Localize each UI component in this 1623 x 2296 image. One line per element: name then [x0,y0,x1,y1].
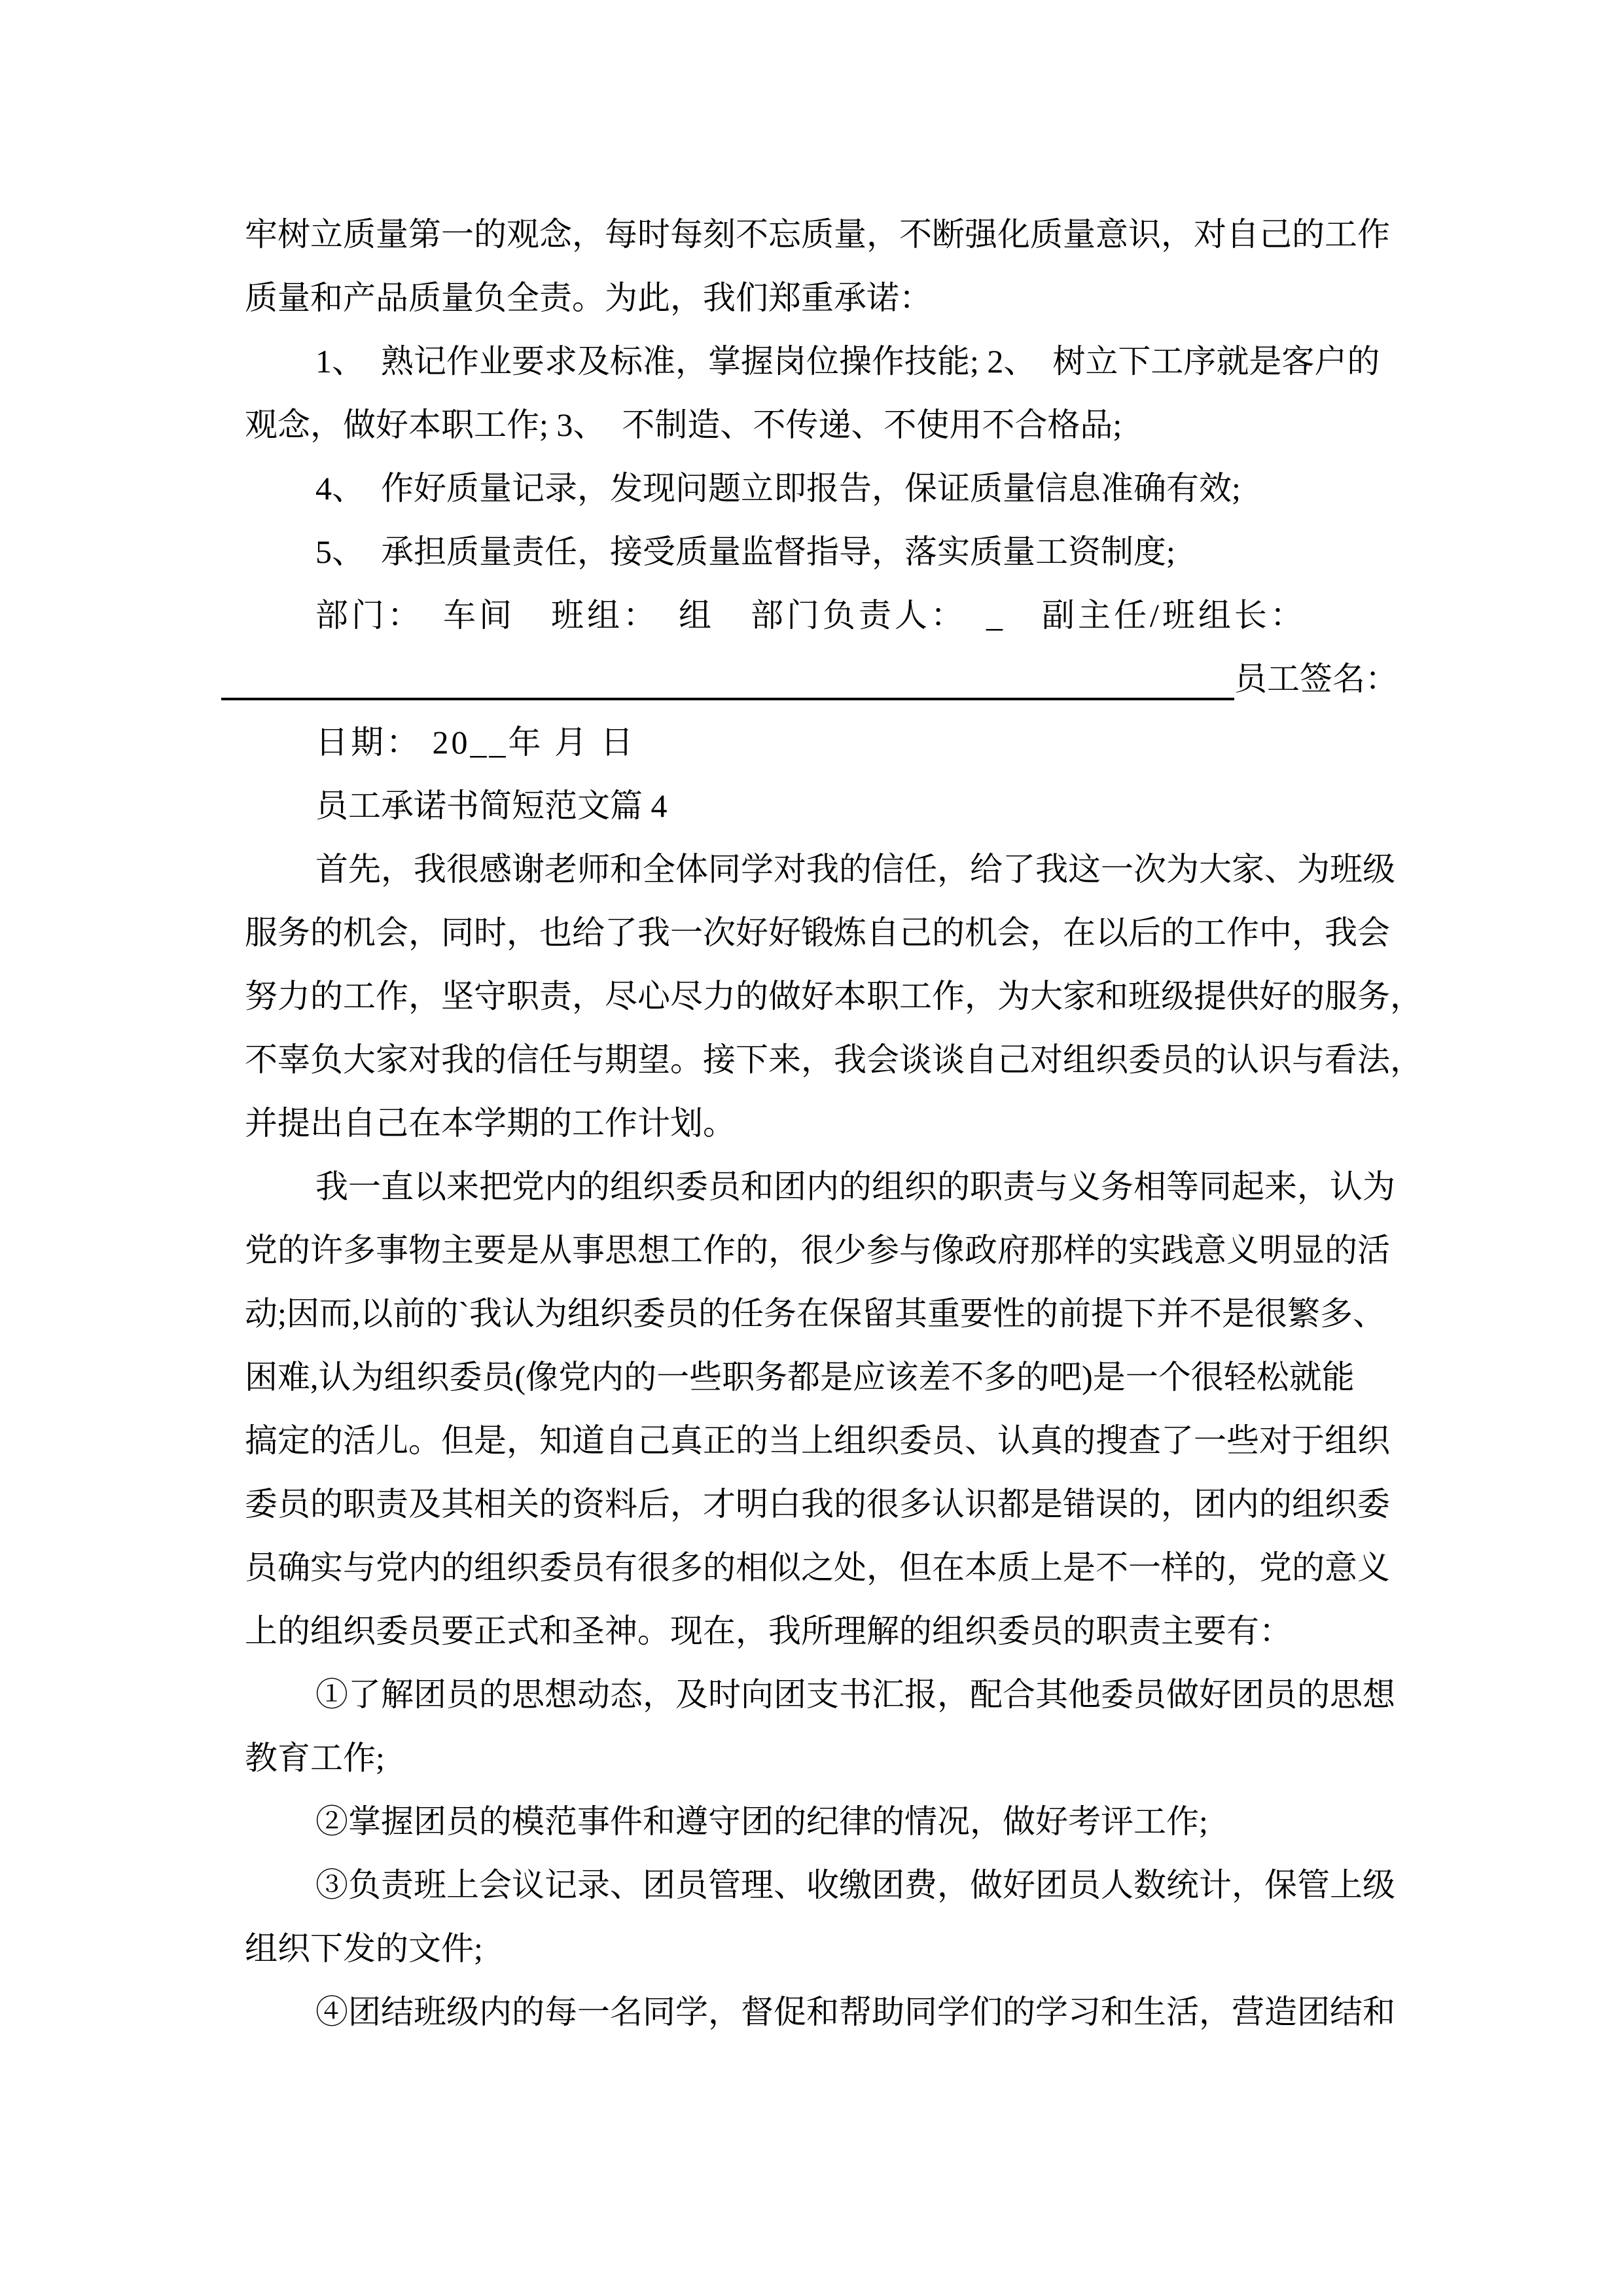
text-line: 党的许多事物主要是从事思想工作的，很少参与像政府那样的实践意义明显的活 [245,1232,1390,1268]
text-line: 我一直以来把党内的组织委员和团内的组织的职责与义务相等同起来，认为 [315,1168,1395,1205]
document-body [245,203,1423,2044]
text-line: 委员的职责及其相关的资料后，才明白我的很多认识都是错误的，团内的组织委 [245,1486,1390,1522]
signature-underline [221,698,1234,700]
text-line: 努力的工作，坚守职责，尽心尽力的做好本职工作，为大家和班级提供好的服务， [245,978,1423,1014]
text-line: 并提出自己在本学期的工作计划。 [245,1105,736,1141]
text-line: 服务的机会，同时，也给了我一次好好锻炼自己的机会，在以后的工作中，我会 [245,914,1390,951]
text-line: 上的组织委员要正式和圣神。现在，我所理解的组织委员的职责主要有： [245,1613,1292,1649]
text-line: 5、 承担质量责任，接受质量监督指导，落实质量工资制度; [315,533,1175,570]
text-line: ③负责班上会议记录、团员管理、收缴团费，做好团员人数统计，保管上级 [315,1867,1395,1903]
text-line: 4、 作好质量记录，发现问题立即报告，保证质量信息准确有效; [315,470,1241,507]
text-line: ②掌握团员的模范事件和遵守团的纪律的情况，做好考评工作; [315,1803,1208,1840]
signature-line [245,647,1398,711]
text-line: 动;因而,以前的`我认为组织委员的任务在保留其重要性的前提下并不是很繁多、 [245,1295,1386,1332]
text-line: 员确实与党内的组织委员有很多的相似之处，但在本质上是不一样的，党的意义 [245,1549,1390,1586]
text-line: 1、 熟记作业要求及标准，掌握岗位操作技能; 2、 树立下工序就是客户的 [315,343,1380,380]
text-line: 搞定的活儿。但是，知道自己真正的当上组织委员、认真的搜查了一些对于组织 [245,1422,1390,1459]
signature-label: 员工签名： [1234,660,1398,697]
text-line: 部门： 车间 班组： 组 部门负责人： _ 副主任/班组长： [315,597,1306,634]
text-line: 不辜负大家对我的信任与期望。接下来，我会谈谈自己对组织委员的认识与看法， [245,1041,1423,1078]
text-line: 教育工作; [245,1740,385,1776]
text-line: 困难,认为组织委员(像党内的一些职务都是应该差不多的吧)是一个很轻松就能 [245,1359,1355,1395]
text-line: 质量和产品质量负全责。为此，我们郑重承诺： [245,279,932,316]
text-line: 观念，做好本职工作; 3、 不制造、不传递、不使用不合格品; [245,406,1122,443]
text-line: 牢树立质量第一的观念，每时每刻不忘质量，不断强化质量意识，对自己的工作 [245,216,1390,253]
text-line: 首先，我很感谢老师和全体同学对我的信任，给了我这一次为大家、为班级 [315,851,1395,888]
text-line: 日期： 20__年 月 日 [315,724,636,761]
text-line: ①了解团员的思想动态，及时向团支书汇报，配合其他委员做好团员的思想 [315,1676,1395,1713]
text-line: 组织下发的文件; [245,1930,483,1967]
text-line: 员工承诺书简短范文篇 4 [315,787,668,824]
text-line: ④团结班级内的每一名同学，督促和帮助同学们的学习和生活，营造团结和 [315,1994,1395,2030]
